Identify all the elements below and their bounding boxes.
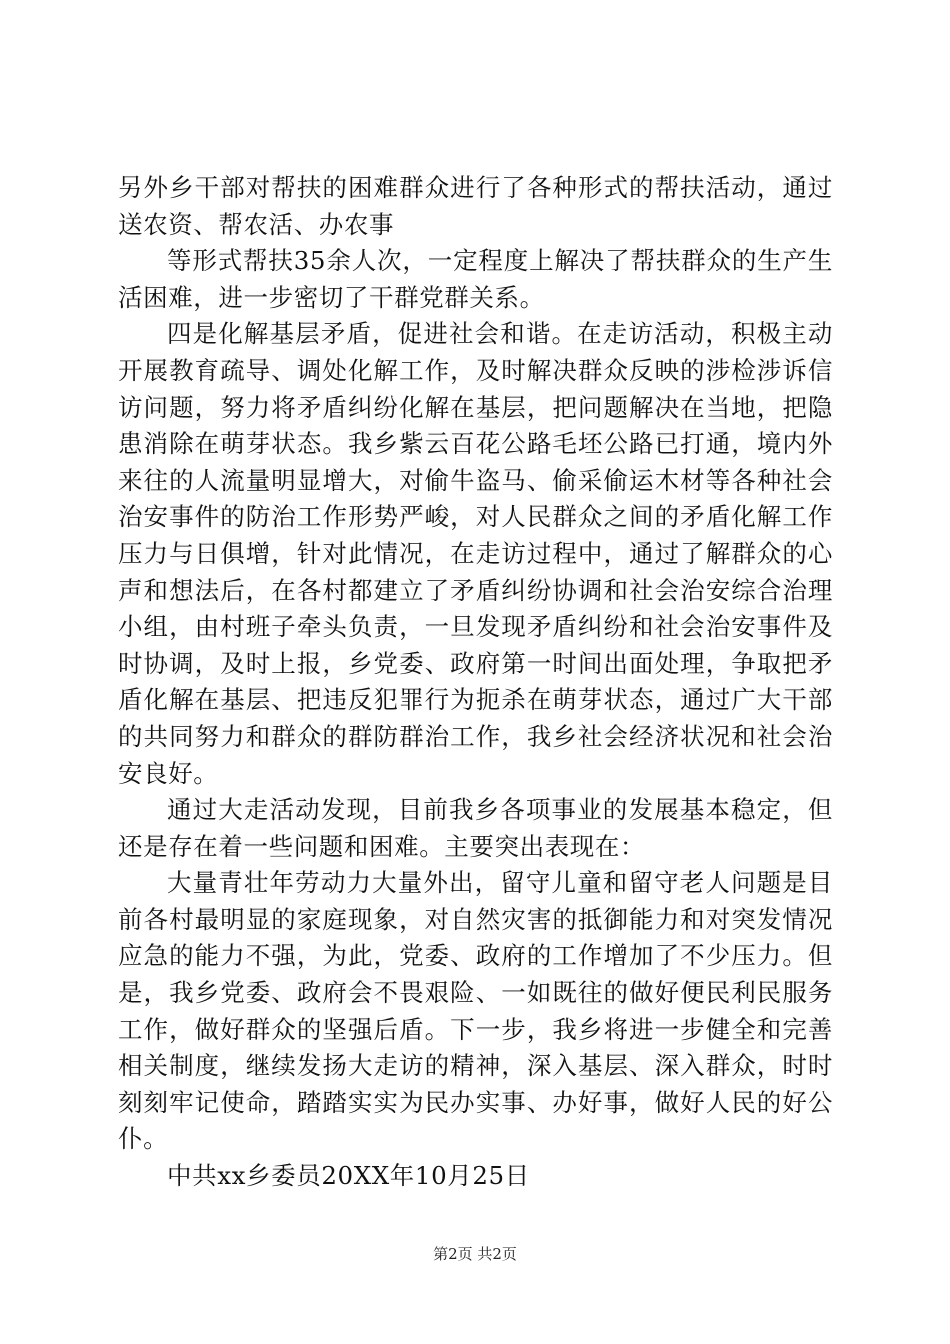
paragraph-findings: 通过大走活动发现，目前我乡各项事业的发展基本稳定，但还是存在着一些问题和困难。主要突出表现在： <box>118 795 833 861</box>
paragraph-problems: 大量青壮年劳动力大量外出，留守儿童和留守老人问题是目前各村最明显的家庭现象，对自然灾害的抵御能力和对突发情况应急的能力不强，为此，党委、政府的工作增加了不少压力。但是，我乡党委、政府会不畏艰险、一如既往的做好便民利民服务工作，做好群众的坚强后盾。下一步，我乡将进一步健全和完善相关制度，继续发扬大走访的精神，深入基层、深入群众，时时刻刻牢记使命，踏踏实实为民办实事、办好事，做好人民的好公仆。 <box>118 868 833 1154</box>
paragraph-conflict-resolution: 四是化解基层矛盾，促进社会和谐。在走访活动，积极主动开展教育疏导、调处化解工作，及时解决群众反映的涉检涉诉信访问题，努力将矛盾纠纷化解在基层，把问题解决在当地，把隐患消除在萌芽状态。我乡紫云百花公路毛坯公路已打通，境内外来往的人流量明显增大，对偷牛盗马、偷采偷运木材等各种社会治安事件的防治工作形势严峻，对人民群众之间的矛盾化解工作压力与日俱增，针对此情况，在走访过程中，通过了解群众的心声和想法后，在各村都建立了矛盾纠纷协调和社会治安综合治理小组，由村班子牵头负责，一旦发现矛盾纠纷和社会治安事件及时协调，及时上报，乡党委、政府第一时间出面处理，争取把矛盾化解在基层、把违反犯罪行为扼杀在萌芽状态，通过广大干部的共同努力和群众的群防群治工作，我乡社会经济状况和社会治安良好。 <box>118 319 833 788</box>
page-number-footer: 第2页 共2页 <box>433 1245 517 1263</box>
document-body <box>118 170 833 1195</box>
signature-line: 中共xx乡委员20XX年10月25日 <box>167 1161 530 1191</box>
paragraph-assistance: 等形式帮扶35余人次，一定程度上解决了帮扶群众的生产生活困难，进一步密切了干群党群关系。 <box>118 246 833 312</box>
paragraph-continuation: 另外乡干部对帮扶的困难群众进行了各种形式的帮扶活动，通过送农资、帮农活、办农事 <box>118 173 833 239</box>
